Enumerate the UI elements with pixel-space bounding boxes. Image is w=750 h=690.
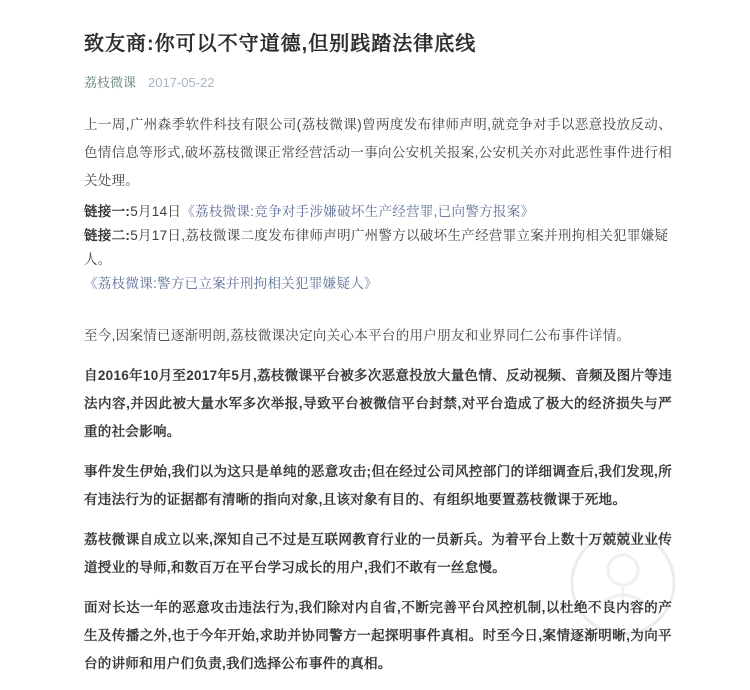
byline-date: 2017-05-22 [148, 75, 215, 90]
link-line-2 [84, 224, 672, 272]
paragraph-attack-summary: 自2016年10月至2017年5月,荔枝微课平台被多次恶意投放大量色情、反动视频、音频及图片等违法内容,并因此被大量水军多次举报,导致平台被微信平台封禁,对平台造成了极大的经济损失与严重的社会影响。 [84, 368, 672, 439]
paragraph-police-report: 上一周,广州森季软件科技有限公司(荔枝微课)曾两度发布律师声明,就竞争对手以恶意投放反动、色情信息等形式,破坏荔枝微课正常经营活动一事向公安机关报案,公安机关亦对此恶性事件进行相关处理。 [84, 117, 672, 188]
article-title: 致友商:你可以不守道德,但别践踏法律底线 [84, 33, 477, 55]
link-line-1 [84, 200, 672, 224]
link1-date: 5月14日 [130, 204, 182, 219]
link3-article-link[interactable]: 《荔枝微课:警方已立案并刑拘相关犯罪嫌疑人》 [84, 276, 378, 291]
article-content [84, 30, 672, 690]
paragraph-case-status: 至今,因案情已逐渐明朗,荔枝微课决定向关心本平台的用户朋友和业界同仁公布事件详情。 [84, 328, 631, 343]
byline [84, 74, 672, 92]
reference-links-block [84, 200, 672, 296]
paragraph-platform-mission: 荔枝微课自成立以来,深知自己不过是互联网教育行业的一员新兵。为着平台上数十万兢兢业业传道授业的导师,和数百万在平台学习成长的用户,我们不敢有一丝怠慢。 [84, 532, 672, 575]
byline-author-link[interactable]: 荔枝微课 [84, 75, 137, 90]
link2-label: 链接二: [84, 228, 131, 243]
link1-label: 链接一: [84, 204, 131, 219]
link1-article-link[interactable]: 《荔枝微课:竞争对手涉嫌破坏生产经营罪,已向警方报案》 [181, 204, 535, 219]
paragraph-conclusion: 面对长达一年的恶意攻击违法行为,我们除对内自省,不断完善平台风控机制,以杜绝不良内容的产生及传播之外,也于今年开始,求助并协同警方一起探明事件真相。时至今日,案情逐渐明晰,为向平台的讲师和用户们负责,我们选择公布事件的真相。 [84, 600, 672, 671]
link2-text: 5月17日,荔枝微课二度发布律师声明广州警方以破坏生产经营罪立案并刑拘相关犯罪嫌疑人。 [84, 228, 669, 267]
link-line-3 [84, 272, 672, 296]
paragraph-investigation-findings: 事件发生伊始,我们以为这只是单纯的恶意攻击;但在经过公司风控部门的详细调查后,我们发现,所有违法行为的证据都有清晰的指向对象,且该对象有目的、有组织地要置荔枝微课于死地。 [84, 464, 672, 507]
